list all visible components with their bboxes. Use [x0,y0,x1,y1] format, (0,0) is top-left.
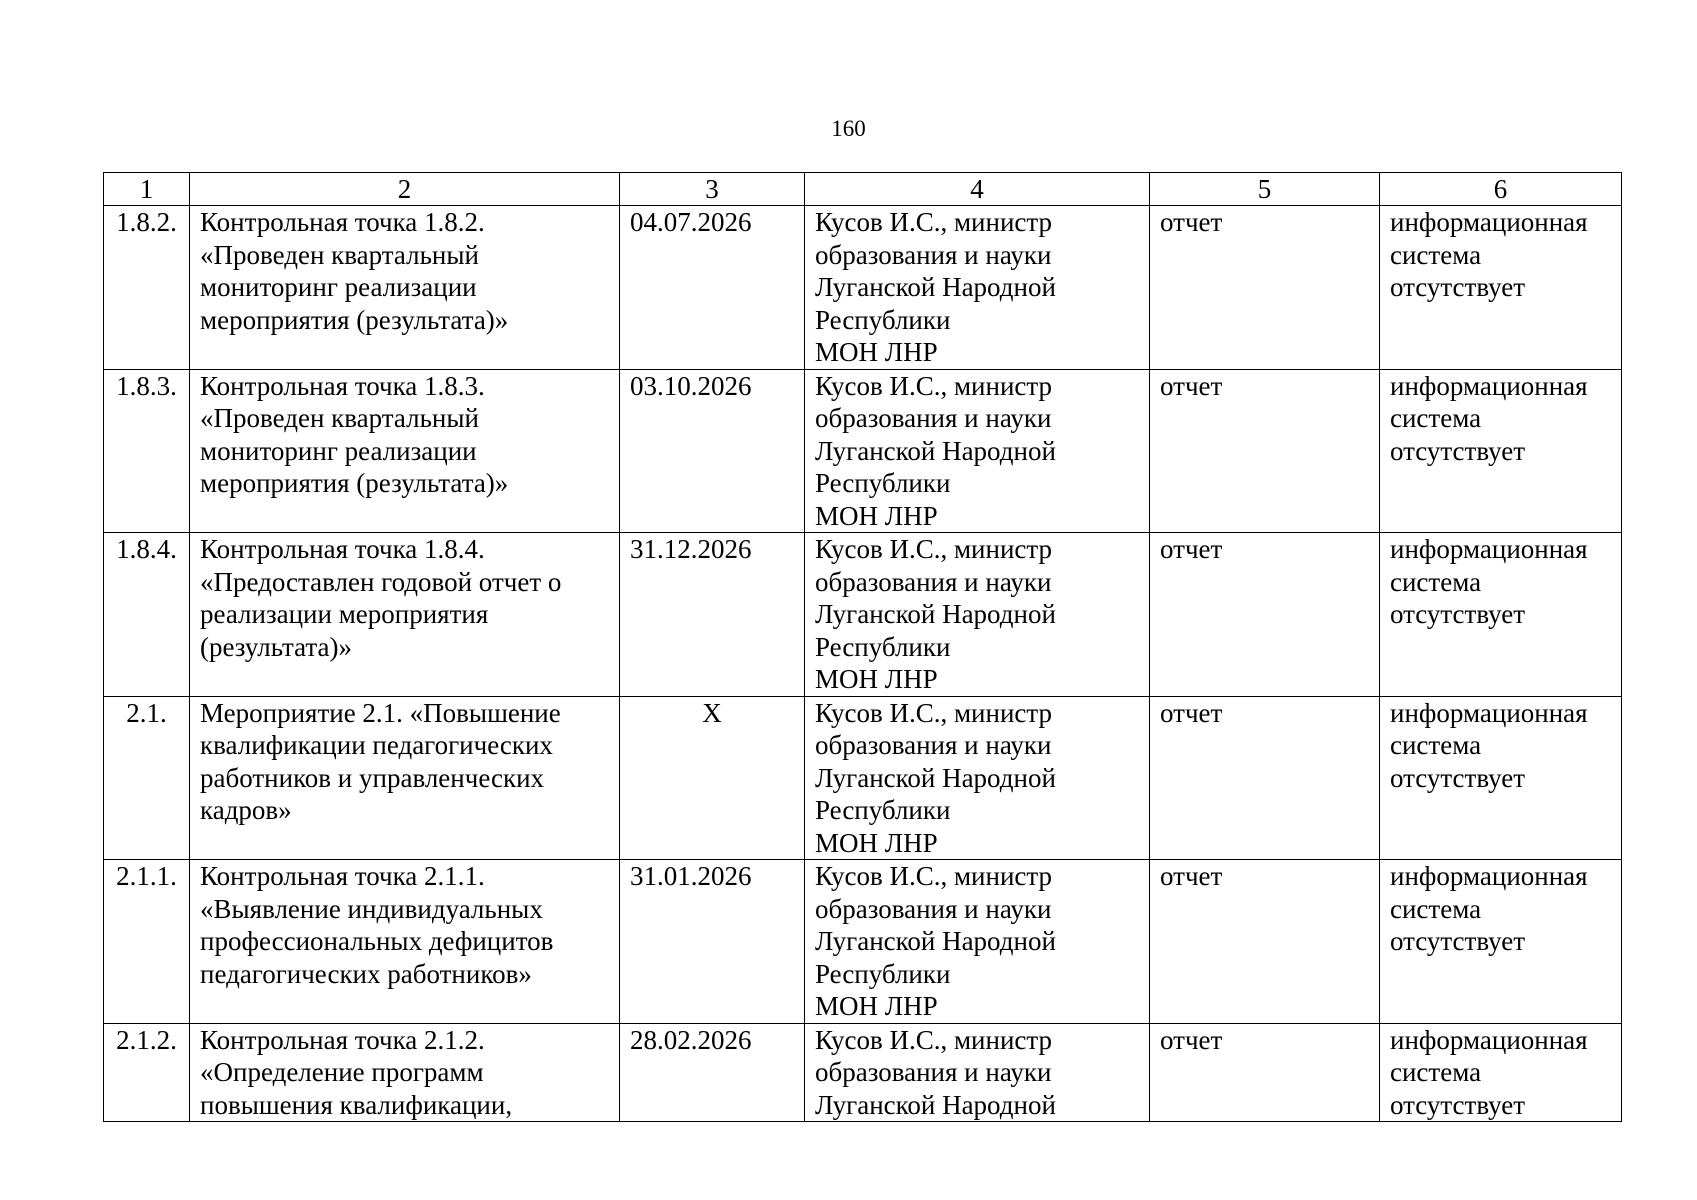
row-document-type: отчет [1150,533,1380,697]
row-responsible: Кусов И.С., министр образования и науки Луганской Народной [805,1023,1150,1122]
row-description: Контрольная точка 1.8.3. «Проведен квартальный мониторинг реализации мероприятия (результата)» [190,369,620,533]
row-info-system: информационная система отсутствует [1380,206,1622,370]
table-row [104,206,1622,370]
column-header: 3 [620,173,805,206]
row-info-system: информационная система отсутствует [1380,533,1622,697]
row-date: X [620,696,805,860]
row-date: 03.10.2026 [620,369,805,533]
row-date: 31.01.2026 [620,860,805,1024]
row-description: Контрольная точка 2.1.1. «Выявление индивидуальных профессиональных дефицитов педагогических работников» [190,860,620,1024]
row-number: 2.1. [104,696,190,860]
row-date: 31.12.2026 [620,533,805,697]
row-description: Мероприятие 2.1. «Повышение квалификации педагогических работников и управленческих кадров» [190,696,620,860]
page-number: 160 [831,116,866,141]
column-header: 5 [1150,173,1380,206]
table-row [104,369,1622,533]
table-row [104,533,1622,697]
row-date: 28.02.2026 [620,1023,805,1122]
column-header: 4 [805,173,1150,206]
row-responsible: Кусов И.С., министр образования и науки Луганской Народной Республики МОН ЛНР [805,206,1150,370]
row-responsible: Кусов И.С., министр образования и науки Луганской Народной Республики МОН ЛНР [805,369,1150,533]
row-number: 2.1.1. [104,860,190,1024]
row-document-type: отчет [1150,860,1380,1024]
row-responsible: Кусов И.С., министр образования и науки Луганской Народной Республики МОН ЛНР [805,533,1150,697]
row-description: Контрольная точка 1.8.4. «Предоставлен годовой отчет о реализации мероприятия (результата)» [190,533,620,697]
row-info-system: информационная система отсутствует [1380,860,1622,1024]
column-header: 1 [104,173,190,206]
column-header: 6 [1380,173,1622,206]
row-description: Контрольная точка 2.1.2. «Определение программ повышения квалификации, [190,1023,620,1122]
table-row [104,860,1622,1024]
row-info-system: информационная система отсутствует [1380,696,1622,860]
row-number: 1.8.4. [104,533,190,697]
row-number: 1.8.2. [104,206,190,370]
control-points-table [103,172,1622,1122]
column-header: 2 [190,173,620,206]
row-info-system: информационная система отсутствует [1380,1023,1622,1122]
table-row [104,1023,1622,1122]
row-responsible: Кусов И.С., министр образования и науки Луганской Народной Республики МОН ЛНР [805,860,1150,1024]
row-responsible: Кусов И.С., министр образования и науки Луганской Народной Республики МОН ЛНР [805,696,1150,860]
row-info-system: информационная система отсутствует [1380,369,1622,533]
row-number: 1.8.3. [104,369,190,533]
row-document-type: отчет [1150,369,1380,533]
row-number: 2.1.2. [104,1023,190,1122]
row-document-type: отчет [1150,206,1380,370]
row-date: 04.07.2026 [620,206,805,370]
table-header-row [104,173,1622,206]
row-document-type: отчет [1150,696,1380,860]
row-description: Контрольная точка 1.8.2. «Проведен квартальный мониторинг реализации мероприятия (результата)» [190,206,620,370]
table-row [104,696,1622,860]
row-document-type: отчет [1150,1023,1380,1122]
